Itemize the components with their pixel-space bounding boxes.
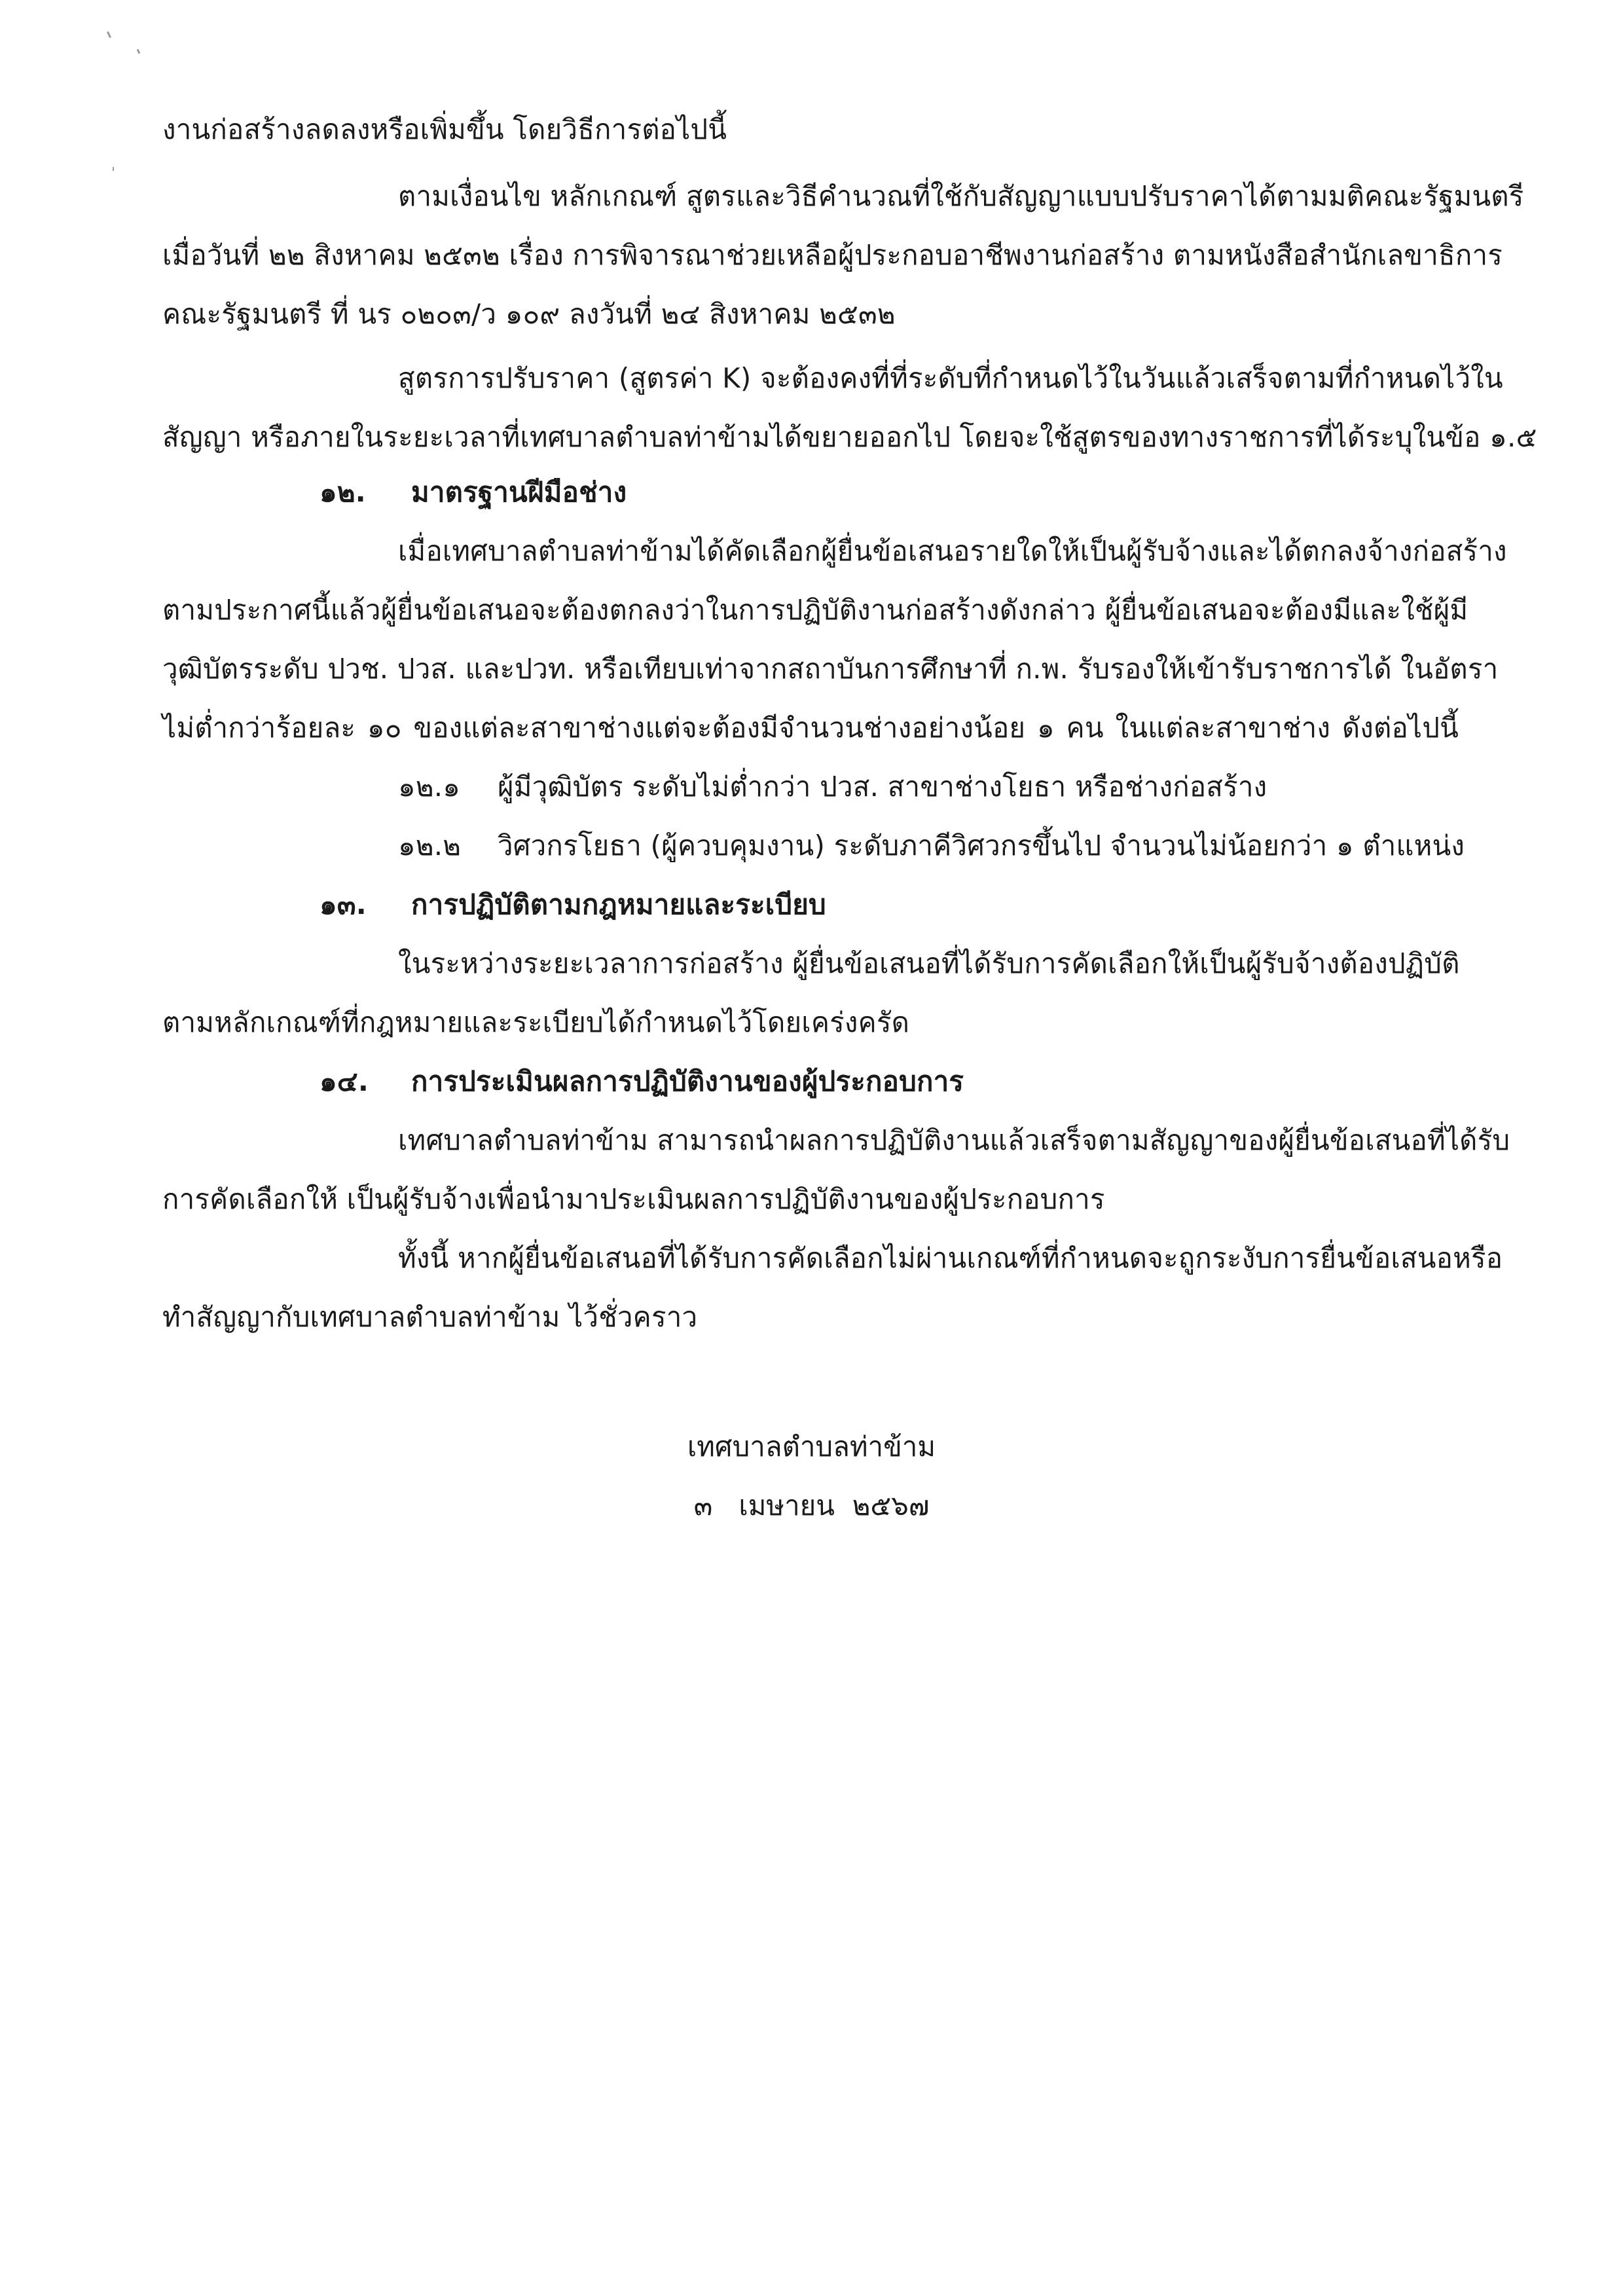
signature-date: ๓ เมษายน ๒๕๖๗	[693, 1489, 930, 1522]
signature-organization: เทศบาลตำบลท่าข้าม	[687, 1430, 936, 1463]
scan-speck	[107, 31, 111, 38]
section-13-paragraph-line: ตามหลักเกณฑ์ที่กฎหมายและระเบียบได้กำหนดไว้โดยเคร่งครัด	[162, 1006, 910, 1038]
conditions-paragraph-line: ตามเงื่อนไข หลักเกณฑ์ สูตรและวิธีคำนวณที่ใช้กับสัญญาแบบปรับราคาได้ตามมติคณะรัฐมนตรี	[398, 180, 1524, 212]
section-12-2-text: วิศวกรโยธา (ผู้ควบคุมงาน) ระดับภาคีวิศวกรขึ้นไป จำนวนไม่น้อยกว่า ๑ ตำแหน่ง	[498, 829, 1465, 862]
scan-speck	[137, 49, 141, 54]
section-13-paragraph-line: ในระหว่างระยะเวลาการก่อสร้าง ผู้ยื่นข้อเสนอที่ได้รับการคัดเลือกให้เป็นผู้รับจ้างต้องปฏิบัติ	[398, 947, 1460, 979]
section-12-title: มาตรฐานฝีมือช่าง	[411, 476, 627, 508]
section-14-paragraph-line: ทั้งนี้ หากผู้ยื่นข้อเสนอที่ได้รับการคัดเลือกไม่ผ่านเกณฑ์ที่กำหนดจะถูกระงับการยื่นข้อเสนอหรือ	[398, 1242, 1503, 1274]
conditions-paragraph-line: เมื่อวันที่ ๒๒ สิงหาคม ๒๕๓๒ เรื่อง การพิจารณาช่วยเหลือผู้ประกอบอาชีพงานก่อสร้าง ตามหนังสือสำนักเลขาธิการ	[162, 239, 1503, 271]
section-13-number: ๑๓.	[319, 888, 367, 920]
section-12-paragraph-line: เมื่อเทศบาลตำบลท่าข้ามได้คัดเลือกผู้ยื่นข้อเสนอรายใดให้เป็นผู้รับจ้างและได้ตกลงจ้างก่อสร้าง	[398, 535, 1507, 567]
scan-speck	[113, 167, 114, 171]
section-12-paragraph-line: ตามประกาศนี้แล้วผู้ยื่นข้อเสนอจะต้องตกลงว่าในการปฏิบัติงานก่อสร้างดังกล่าว ผู้ยื่นข้อเสนอจะต้องมีและใช้ผู้มี	[162, 594, 1468, 626]
section-13-title: การปฏิบัติตามกฎหมายและระเบียบ	[411, 888, 826, 920]
section-12-number: ๑๒.	[319, 476, 366, 508]
section-12-1-text: ผู้มีวุฒิบัตร ระดับไม่ต่ำกว่า ปวส. สาขาช่างโยธา หรือช่างก่อสร้าง	[498, 771, 1267, 803]
intro-line: งานก่อสร้างลดลงหรือเพิ่มขึ้น โดยวิธีการต่อไปนี้	[162, 113, 727, 145]
section-14-paragraph-line: เทศบาลตำบลท่าข้าม สามารถนำผลการปฏิบัติงานแล้วเสร็จตามสัญญาของผู้ยื่นข้อเสนอที่ได้รับ	[398, 1124, 1510, 1156]
section-12-paragraph-line: ไม่ต่ำกว่าร้อยละ ๑๐ ของแต่ละสาขาช่างแต่จะต้องมีจำนวนช่างอย่างน้อย ๑ คน ในแต่ละสาขาช่าง ดังต่อไปนี้	[162, 712, 1459, 744]
section-12-1-number: ๑๒.๑	[398, 771, 461, 803]
section-14-title: การประเมินผลการปฏิบัติงานของผู้ประกอบการ	[411, 1065, 964, 1097]
section-12-paragraph-line: วุฒิบัตรระดับ ปวช. ปวส. และปวท. หรือเทียบเท่าจากสถาบันการศึกษาที่ ก.พ. รับรองให้เข้ารับราชการได้ ในอัตรา	[162, 653, 1499, 685]
section-12-2-number: ๑๒.๒	[398, 829, 462, 862]
conditions-paragraph-line: คณะรัฐมนตรี ที่ นร ๐๒๐๓/ว ๑๐๙ ลงวันที่ ๒๔ สิงหาคม ๒๕๓๒	[162, 298, 896, 330]
formula-paragraph-line: สัญญา หรือภายในระยะเวลาที่เทศบาลตำบลท่าข้ามได้ขยายออกไป โดยจะใช้สูตรของทางราชการที่ได้ระบุในข้อ ๑.๕	[162, 421, 1537, 453]
section-14-number: ๑๔.	[319, 1065, 369, 1097]
section-14-paragraph-line: ทำสัญญากับเทศบาลตำบลท่าข้าม ไว้ชั่วคราว	[162, 1301, 698, 1333]
section-14-paragraph-line: การคัดเลือกให้ เป็นผู้รับจ้างเพื่อนำมาประเมินผลการปฏิบัติงานของผู้ประกอบการ	[162, 1183, 1105, 1215]
formula-paragraph-line: สูตรการปรับราคา (สูตรค่า K) จะต้องคงที่ที่ระดับที่กำหนดไว้ในวันแล้วเสร็จตามที่กำหนดไว้ใน	[398, 362, 1503, 394]
